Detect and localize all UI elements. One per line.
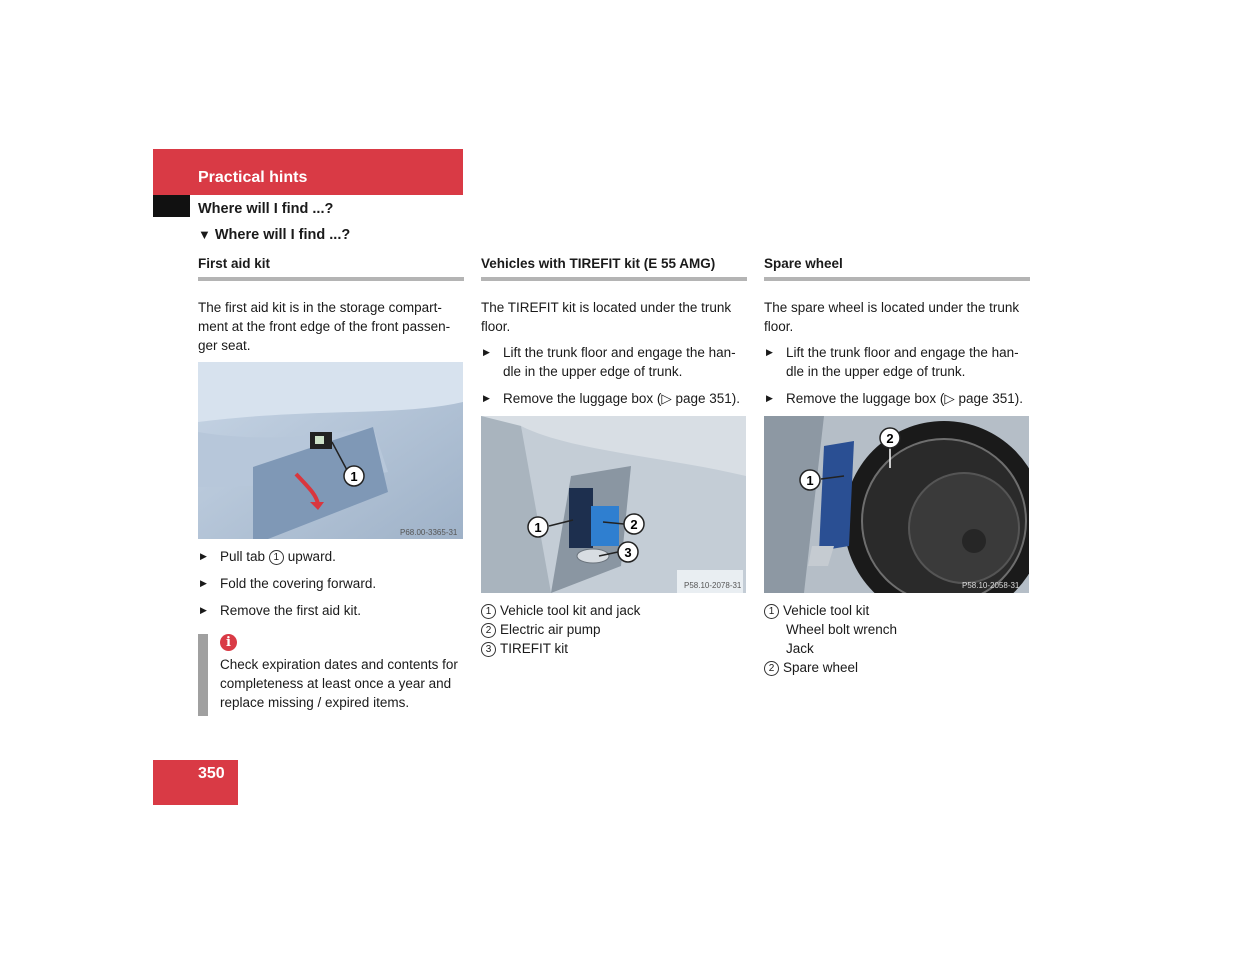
photo-code: P58.10-2078-31 — [684, 581, 742, 590]
legend-item: 1 Vehicle tool kit and jack — [481, 601, 747, 620]
callout-2: 2 — [886, 431, 894, 446]
spare-legend — [764, 601, 1030, 677]
page-heading-text: Where will I find ...? — [214, 227, 351, 243]
callout-ref-1: 1 — [269, 550, 284, 565]
step-pull-tab: ▶ Pull tab 1 upward. — [198, 547, 464, 566]
tirefit-legend — [481, 601, 747, 658]
tirefit-heading: Vehicles with TIREFIT kit (E 55 AMG) — [481, 254, 747, 281]
info-note — [198, 634, 464, 712]
section-title: Practical hints — [198, 169, 308, 186]
legend-item: 2 Electric air pump — [481, 620, 747, 639]
callout-1: 1 — [534, 520, 542, 535]
photo-code: P58.10-2058-31 — [962, 581, 1020, 590]
page-subtitle: Where will I find ...? — [198, 201, 334, 217]
info-icon: i — [220, 634, 237, 651]
legend-item: 3 TIREFIT kit — [481, 639, 747, 658]
callout-2: 2 — [630, 517, 638, 532]
legend-item: Wheel bolt wrench — [786, 622, 898, 637]
page-number-tab — [153, 760, 238, 805]
tirefit-column — [481, 254, 747, 658]
tirefit-step-remove: ▶ Remove the luggage box (▷ page 351). — [481, 389, 747, 408]
step-remove: ▶ Remove the first aid kit. — [198, 601, 464, 620]
spare-wheel-heading: Spare wheel — [764, 254, 1030, 281]
first-aid-column — [198, 254, 464, 712]
triangle-down-icon: ▼ — [198, 227, 211, 242]
spare-wheel-column — [764, 254, 1030, 677]
tirefit-step-lift: ▶ Lift the trunk floor and engage the han-dle in the upper edge of trunk. — [481, 343, 747, 381]
page-number: 350 — [198, 765, 225, 782]
tirefit-intro: The TIREFIT kit is located under the trunk floor. — [481, 300, 732, 334]
callout-3: 3 — [624, 545, 632, 560]
legend-item: 1 Vehicle tool kit — [764, 601, 1030, 620]
note-bar — [198, 634, 208, 716]
first-aid-photo — [198, 362, 463, 539]
tirefit-photo — [481, 416, 746, 593]
photo-code: P68.00-3365-31 — [400, 528, 458, 537]
callout-1: 1 — [806, 473, 814, 488]
spare-wheel-photo — [764, 416, 1029, 593]
first-aid-intro: The first aid kit is in the storage compart-ment at the front edge of the front passen-ger seat. — [198, 300, 451, 353]
step-fold: ▶ Fold the covering forward. — [198, 574, 464, 593]
spare-wheel-intro: The spare wheel is located under the trunk floor. — [764, 300, 1020, 334]
first-aid-heading: First aid kit — [198, 254, 464, 281]
legend-item: Jack — [786, 641, 814, 656]
page-heading — [198, 227, 350, 243]
section-header-bar — [153, 149, 463, 195]
legend-item: 2 Spare wheel — [764, 658, 1030, 677]
spare-step-remove: ▶ Remove the luggage box (▷ page 351). — [764, 389, 1030, 408]
callout-1: 1 — [350, 469, 358, 484]
section-marker — [153, 195, 190, 217]
note-text: Check expiration dates and contents for completeness at least once a year and replace missing / expired items. — [220, 657, 458, 710]
spare-step-lift: ▶ Lift the trunk floor and engage the han-dle in the upper edge of trunk. — [764, 343, 1030, 381]
